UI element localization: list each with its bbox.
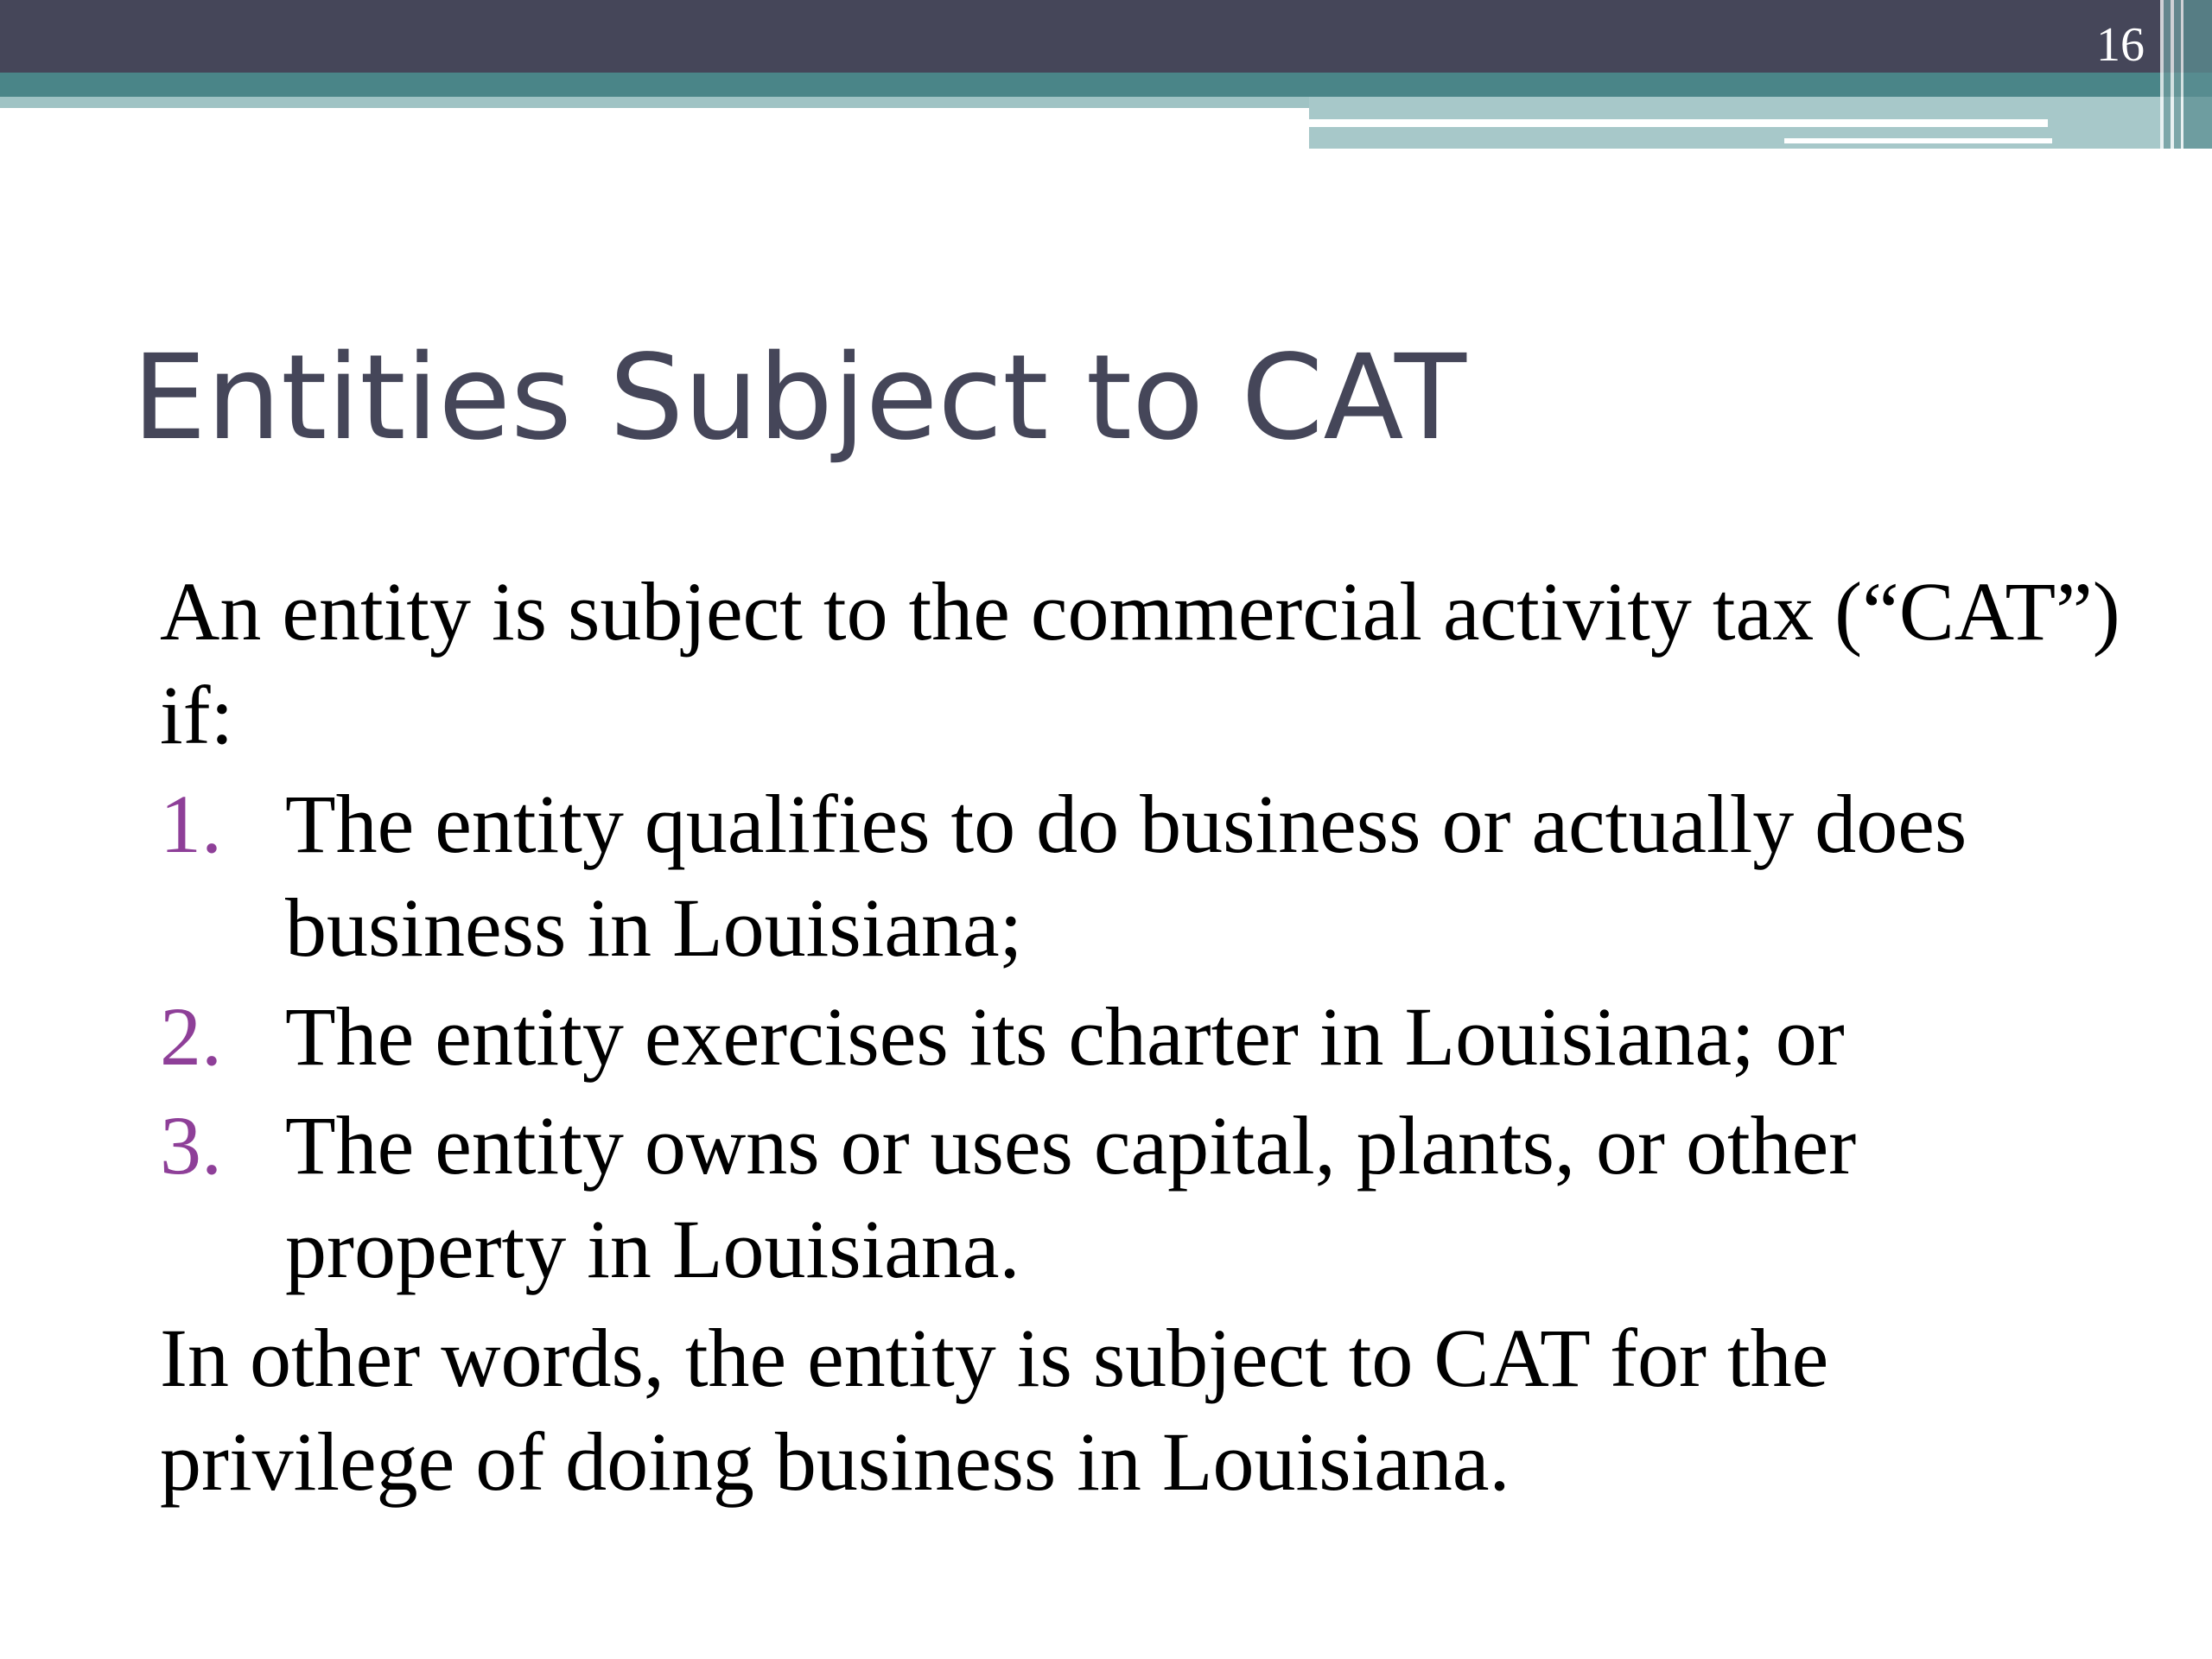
list-number: 2.: [160, 990, 222, 1083]
header-edge-stripes: [2160, 0, 2212, 149]
header-divider-line-short: [1784, 138, 2052, 143]
slide-title: Entities Subject to CAT: [132, 330, 1467, 467]
list-item: [160, 985, 2121, 1089]
intro-text: An entity is subject to the commercial activity tax (“CAT”) if:: [160, 565, 2120, 761]
list-number: 1.: [160, 778, 222, 870]
conclusion-text: In other words, the entity is subject to CAT for the privilege of doing business in Louisiana.: [160, 1312, 1829, 1508]
list-item: [160, 772, 2121, 980]
list-item-text: The entity exercises its charter in Louisiana; or: [285, 990, 1845, 1083]
conditions-list: [160, 772, 2121, 1301]
slide-number: 16: [2096, 18, 2145, 72]
header-accent-bar: [0, 73, 2212, 97]
header-bar: [0, 0, 2212, 73]
slide-body: [160, 560, 2121, 1514]
list-item-text: The entity owns or uses capital, plants, or other property in Louisiana.: [285, 1099, 1857, 1295]
header-accent-light-bar: [0, 97, 1309, 108]
list-item-text: The entity qualifies to do business or actually does business in Louisiana;: [285, 778, 1967, 974]
list-number: 3.: [160, 1099, 222, 1192]
list-item: [160, 1094, 2121, 1301]
header-divider-line: [1309, 119, 2048, 127]
